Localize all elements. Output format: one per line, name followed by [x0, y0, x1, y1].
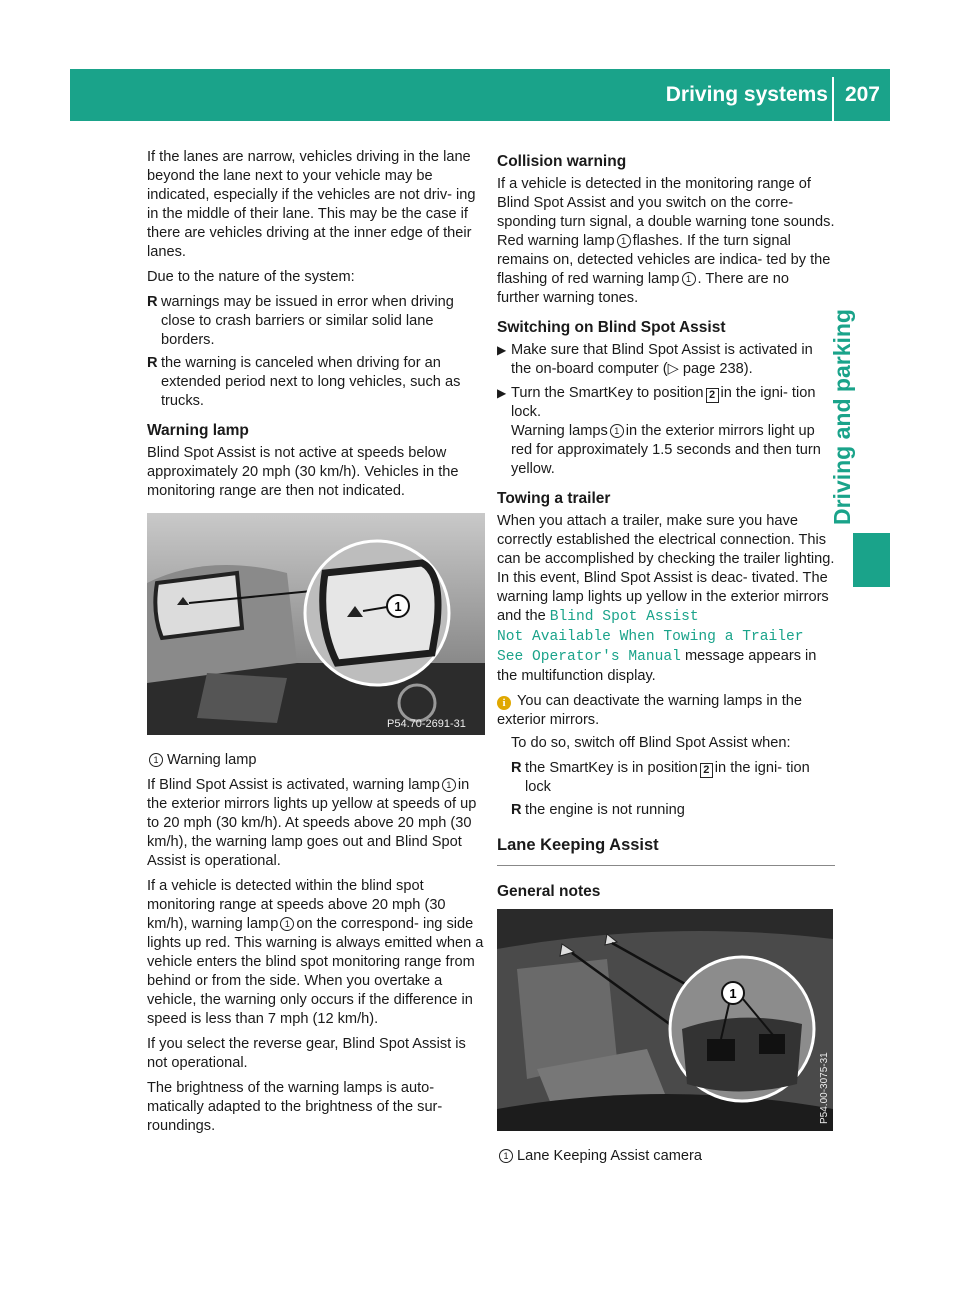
heading-warning-lamp: Warning lamp — [147, 422, 249, 439]
callout-1-icon: 1 — [149, 753, 163, 767]
heading-lane-keeping-assist: Lane Keeping Assist — [497, 836, 835, 866]
heading-towing-trailer: Towing a trailer — [497, 490, 611, 507]
chapter-tab-marker — [853, 533, 890, 587]
callout-1-icon: 1 — [610, 424, 624, 438]
figure-caption — [147, 751, 485, 770]
chapter-tab-label: Driving and parking — [829, 309, 855, 525]
paragraph: To do so, switch off Blind Spot Assist when: — [511, 735, 791, 751]
page-number: 207 — [844, 83, 880, 106]
step-arrow-icon: ▶ — [497, 386, 507, 400]
callout-1-icon: 1 — [442, 778, 456, 792]
list-item: R the engine is not running — [511, 802, 685, 818]
page-header — [70, 69, 890, 121]
bullet-icon: R — [511, 802, 522, 818]
bullet-icon: R — [147, 355, 158, 371]
camera-figure — [497, 909, 835, 1137]
paragraph: If you select the reverse gear, Blind Spot Assist is not operational. — [147, 1036, 466, 1071]
lane-camera-illustration — [497, 909, 833, 1131]
caption-text: Warning lamp — [167, 752, 257, 768]
mirror-figure — [147, 513, 485, 741]
list-item-text: warnings may be issued in error when driving close to crash barriers or similar solid lane borders. — [161, 294, 454, 348]
display-message: Not Available When Towing a Trailer — [497, 629, 804, 645]
figure-callout: 1 — [729, 986, 737, 1001]
heading-switching-on: Switching on Blind Spot Assist — [497, 319, 726, 336]
info-note: i You can deactivate the warning lamps in the exterior mirrors. — [497, 693, 803, 728]
paragraph: Blind Spot Assist is not active at speeds below approximately 20 mph (30 km/h). Vehicles in the monitoring range are then not indicated. — [147, 445, 459, 499]
page-reference-link[interactable]: ▷ page 238 — [667, 361, 744, 377]
mirror-warning-lamp-illustration — [147, 513, 485, 735]
list-item-text: the warning is canceled when driving for an extended period next to long vehicles, such as trucks. — [161, 355, 461, 409]
key-position-icon: 2 — [700, 763, 713, 778]
info-icon: i — [497, 696, 511, 710]
figure-code: P54.00-3075-31 — [819, 1052, 830, 1124]
callout-1-icon: 1 — [280, 917, 294, 931]
figure-code: P54.70-2691-31 — [387, 718, 466, 730]
list-item — [147, 293, 485, 350]
paragraph: If the lanes are narrow, vehicles driving in the lane beyond the lane next to your vehicle may be indicated, especially if the vehicles are not driv- ing in the middle of their lane. This may be the case if there are vehicles driving at the inner edge of their lanes. — [147, 149, 476, 260]
paragraph: If a vehicle is detected in the monitoring range of Blind Spot Assist and you switch on the corre- sponding turn signal, a double warning tone sounds. Red warning lamp 1 flashes. If the turn signal remains on, detected vehicles are indica- ted by the flashing of red warning lamp 1 . There are no further warning tones. — [497, 176, 835, 306]
list-item — [147, 354, 485, 411]
caption-text: Lane Keeping Assist camera — [517, 1148, 702, 1164]
instruction-step: ▶ Turn the SmartKey to position 2 in the igni- tion lock. Warning lamps 1 in the exterior mirrors light up red for approximately 1.5 seconds and then turn yellow. — [497, 385, 821, 477]
instruction-step: ▶ Make sure that Blind Spot Assist is activated in the on-board computer (▷ page 238). — [497, 342, 813, 377]
callout-1-icon: 1 — [682, 272, 696, 286]
display-message: See Operator's Manual — [497, 649, 681, 665]
paragraph: If a vehicle is detected within the blind spot monitoring range at speeds above 20 mph (30 km/h), warning lamp 1 on the correspond- ing side lights up red. This warning is always emitted when a vehicle enters the blind spot monitoring range from behind or from the side. When you overtake a vehicle, the warning only occurs if the difference in speed is less than 7 mph (12 km/h). — [147, 878, 484, 1027]
bullet-icon: R — [147, 294, 158, 310]
key-position-icon: 2 — [706, 388, 719, 403]
paragraph: When you attach a trailer, make sure you have correctly established the electrical connection. This can be accomplished by checking the trailer lighting. In this event, Blind Spot Assist is deac- tivated. The warning lamp lights up yellow in the exterior mirrors and the Blind Spot Assist Not Available When Towing a Trailer See Operator's Manual message appears in the multifunction display. — [497, 513, 835, 684]
figure-caption — [497, 1147, 835, 1166]
step-arrow-icon: ▶ — [497, 343, 507, 357]
left-column — [147, 148, 485, 1142]
header-divider — [832, 77, 834, 121]
bullet-icon: R — [511, 760, 522, 776]
display-message: Blind Spot Assist — [549, 609, 699, 625]
paragraph: Due to the nature of the system: — [147, 269, 355, 285]
paragraph: If Blind Spot Assist is activated, warning lamp 1 in the exterior mirrors lights up yellow at speeds of up to 20 mph (30 km/h). At speeds above 20 mph (30 km/h), the warning lamp goes out and Blind Spot Assist is operational. — [147, 777, 477, 869]
paragraph: The brightness of the warning lamps is auto- matically adapted to the brightness of the sur- roundings. — [147, 1080, 443, 1134]
list-item: R the SmartKey is in position 2 in the igni- tion lock — [511, 760, 810, 795]
section-title: Driving systems — [665, 83, 828, 106]
right-column — [497, 152, 835, 1172]
heading-general-notes: General notes — [497, 883, 601, 900]
callout-1-icon: 1 — [499, 1149, 513, 1163]
callout-1-icon: 1 — [617, 234, 631, 248]
figure-callout: 1 — [394, 599, 402, 614]
heading-collision-warning: Collision warning — [497, 153, 627, 170]
